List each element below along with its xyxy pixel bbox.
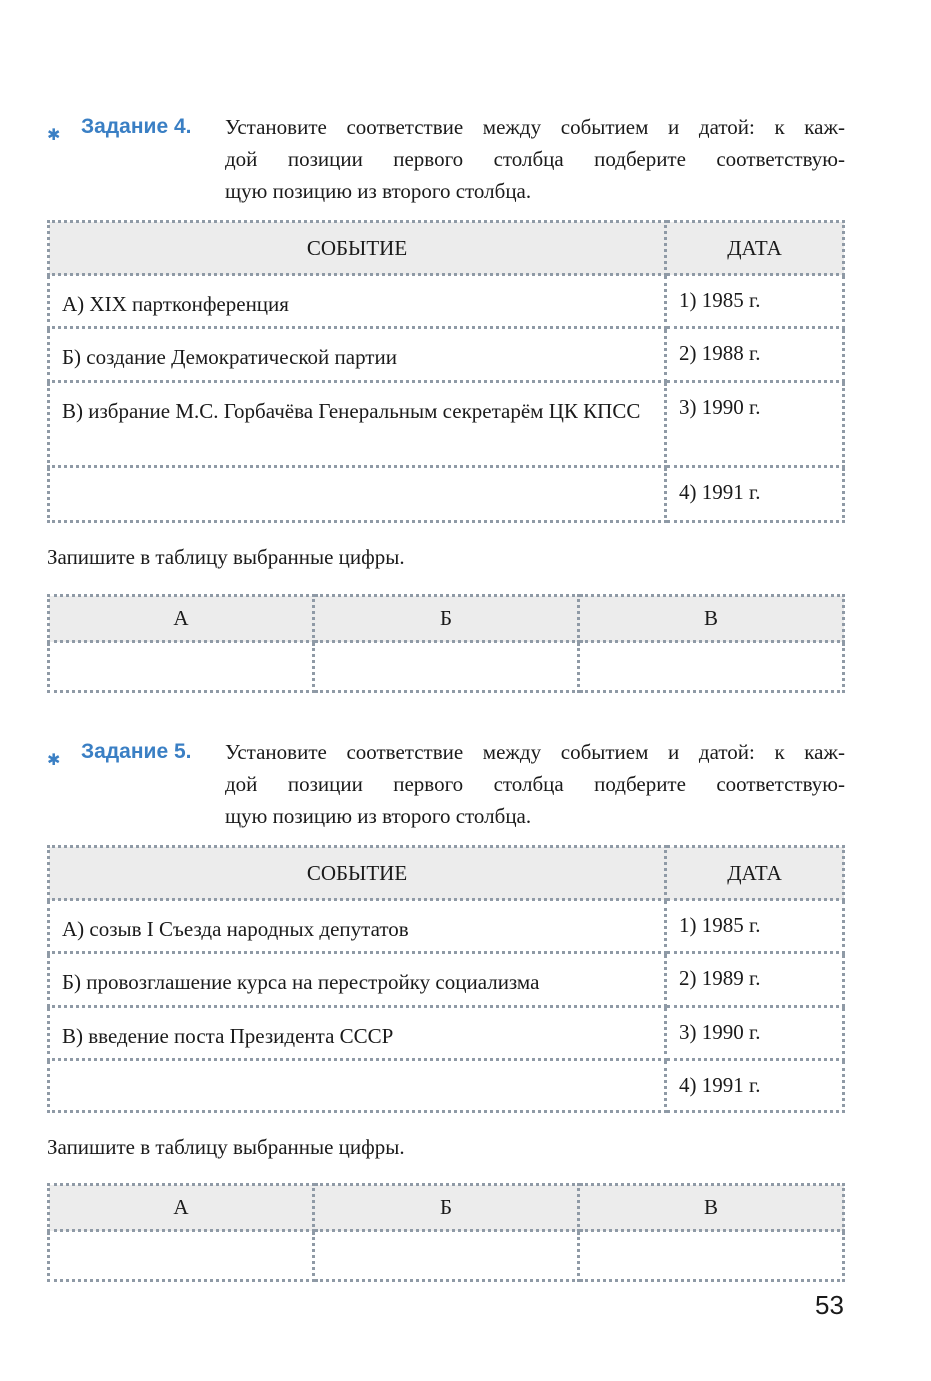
table-row xyxy=(49,382,844,467)
event-cell xyxy=(49,467,666,522)
star-icon: ✱ xyxy=(47,125,61,144)
event-cell: В) введение поста Президента СССР xyxy=(49,1007,666,1060)
table-row xyxy=(49,328,844,382)
matching-table xyxy=(47,845,845,1113)
answer-header: В xyxy=(579,596,844,642)
answer-table xyxy=(47,1183,845,1282)
task-5-heading xyxy=(47,736,845,836)
table-row xyxy=(49,275,844,328)
task-text-line: дой позиции первого столбца подберите соответствую- xyxy=(225,772,845,796)
answer-header: Б xyxy=(314,1185,579,1231)
event-cell: Б) провозглашение курса на перестройку социализма xyxy=(49,953,666,1007)
answer-header: А xyxy=(49,1185,314,1231)
task-label: Задание 4. xyxy=(81,115,192,138)
task-text-line: Установите соответствие между событием и датой: к каж- xyxy=(225,740,845,764)
star-icon: ✱ xyxy=(47,750,61,769)
table-row xyxy=(49,1007,844,1060)
column-header-date: ДАТА xyxy=(666,222,844,275)
answer-table xyxy=(47,594,845,693)
answer-instruction: Запишите в таблицу выбранные цифры. xyxy=(47,545,405,569)
date-cell: 2) 1988 г. xyxy=(666,328,844,382)
task-label: Задание 5. xyxy=(81,740,192,763)
answer-cell[interactable] xyxy=(314,642,579,692)
answer-header: Б xyxy=(314,596,579,642)
date-cell: 3) 1990 г. xyxy=(666,382,844,467)
table-row xyxy=(49,900,844,953)
table-row xyxy=(49,467,844,522)
date-cell: 3) 1990 г. xyxy=(666,1007,844,1060)
date-cell: 2) 1989 г. xyxy=(666,953,844,1007)
column-header-event: СОБЫТИЕ xyxy=(49,222,666,275)
event-cell: В) избрание М.С. Горбачёва Генеральным секретарём ЦК КПСС xyxy=(49,382,666,467)
page-number: 53 xyxy=(815,1290,844,1320)
answer-cell[interactable] xyxy=(49,1231,314,1281)
table-row xyxy=(49,1060,844,1112)
answer-cell[interactable] xyxy=(314,1231,579,1281)
task-text-line: щую позицию из второго столбца. xyxy=(225,179,532,203)
matching-table xyxy=(47,220,845,523)
date-cell: 1) 1985 г. xyxy=(666,900,844,953)
answer-cell[interactable] xyxy=(49,642,314,692)
task-text-line: Установите соответствие между событием и датой: к каж- xyxy=(225,115,845,139)
task-text-line: дой позиции первого столбца подберите соответствую- xyxy=(225,147,845,171)
answer-cell[interactable] xyxy=(579,642,844,692)
column-header-event: СОБЫТИЕ xyxy=(49,847,666,900)
answer-header: В xyxy=(579,1185,844,1231)
task-text-line: щую позицию из второго столбца. xyxy=(225,804,532,828)
event-cell: А) созыв I Съезда народных депутатов xyxy=(49,900,666,953)
column-header-date: ДАТА xyxy=(666,847,844,900)
answer-cell[interactable] xyxy=(579,1231,844,1281)
date-cell: 4) 1991 г. xyxy=(666,467,844,522)
event-cell: А) XIX партконференция xyxy=(49,275,666,328)
date-cell: 4) 1991 г. xyxy=(666,1060,844,1112)
task-4-heading xyxy=(47,111,845,211)
event-cell xyxy=(49,1060,666,1112)
date-cell: 1) 1985 г. xyxy=(666,275,844,328)
table-row xyxy=(49,953,844,1007)
answer-instruction: Запишите в таблицу выбранные цифры. xyxy=(47,1135,405,1159)
answer-header: А xyxy=(49,596,314,642)
event-cell: Б) создание Демократической партии xyxy=(49,328,666,382)
